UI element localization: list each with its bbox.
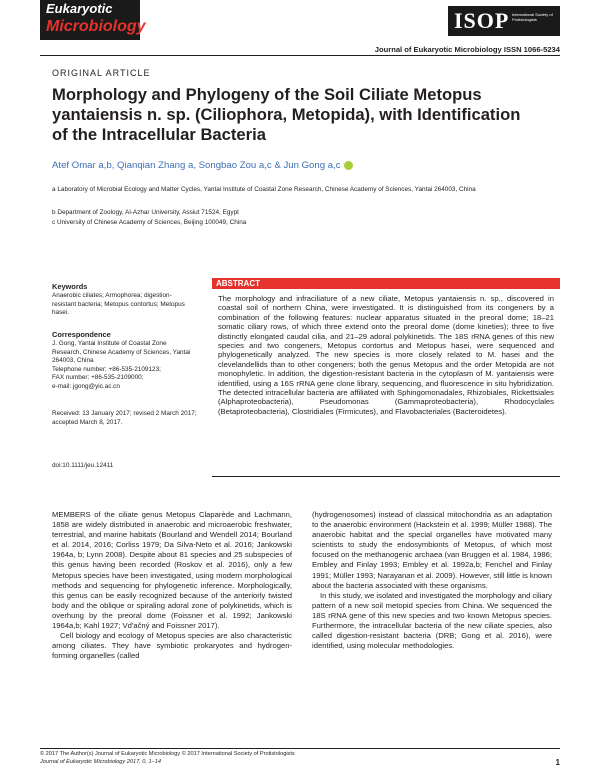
affiliation-c: c University of Chinese Academy of Sciences, Beijing 100049, China: [52, 219, 247, 226]
journal-issn-line: Journal of Eukaryotic Microbiology ISSN 1066-5234: [374, 45, 560, 54]
abstract-text: The morphology and infraciliature of a new ciliate, Metopus yantaiensis n. sp., discovered in coastal soil of northern China, were investigated. It is distinguished from its congeners by a combination of the following features: nuclear apparatus situated in the preoral dome; 18–21 somatic ciliary rows, of which three extend onto the preoral dome (dome kineties); three to five distinctly elongated caudal cilia, and 21–29 adoral polykinetids. The 18S rRNA genes of this new species and two congeners, Metopus contortus and Metopus hasei, were sequenced and phylogenetically analyzed. The new species is more closely related to M. hasei and the clevelandellids than to other congeners; both the genus Metopus and the order Metopida are not monophyletic. In addition, the digestion-resistant bacteria in the cytoplasm of M. yantaiensis were identified, using a 16S rRNA gene clone library, sequencing, and fluorescence in situ hybridization. The detected intracellular bacteria are affiliated with Sphingomonadales, Rhizobiales, Rickettsiales (Alphaproteobacteria), Pseudomonas (Gammaproteobacteria), Rhodocyclales (Betaproteobacteria), Clostridiales (Firmicutes), and Flavobacteriales (Bacteroidetes).: [218, 294, 554, 416]
society-logo-text: ISOP: [454, 8, 510, 33]
citation-line: Journal of Eukaryotic Microbiology 2017, 0, 1–14: [40, 759, 161, 765]
affiliation-a: a Laboratory of Microbial Ecology and Matter Cycles, Yantai Institute of Coastal Zone Research, Chinese Academy of Sciences, Yantai 264003, China: [52, 186, 476, 193]
article-title: Morphology and Phylogeny of the Soil Ciliate Metopus yantaiensis n. sp. (Ciliophora, Metopida), with Identification of the Intracellular Bacteria: [52, 85, 521, 144]
page-number: 1: [555, 758, 560, 767]
article-type: ORIGINAL ARTICLE: [52, 68, 151, 78]
affiliation-b: b Department of Zoology, Al-Azhar University, Assiut 71524, Egypt: [52, 209, 239, 216]
doi-link[interactable]: doi:10.1111/jeu.12411: [52, 462, 114, 469]
body-column-left: [52, 510, 292, 661]
orcid-icon[interactable]: [344, 161, 353, 170]
correspondence-text: J. Gong, Yantai Institute of Coastal Zone Research, Chinese Academy of Sciences, Yantai 264003, China Telephone number: +86-535-2109123; FAX number: +86-535-2109000; e-mail: jgong@yic.ac.cn: [52, 340, 191, 390]
body-paragraph: Cell biology and ecology of Metopus species are also characteristic among ciliates. They have symbiotic prokaryotes and hydrogen-forming organelles (called: [52, 631, 292, 661]
keywords-heading: Keywords: [52, 282, 88, 291]
abstract-header-bar: [212, 278, 560, 289]
body-paragraph: MEMBERS of the ciliate genus Metopus Claparède and Lachmann, 1858 are widely distributed in anaerobic and microaerobic freshwater, terrestrial, and marine habitats (Bourland and Wendell 2014; Bourland et al. 2014, 2016; Corliss 1979; Da Silva-Neto et al. 2016; Jankowski 1964a, b; Lynn 2008). Despite about 81 species and 25 subspecies of this genus having been recorded (Roskov et al. 2016), only a few Metopus species have been investigated, using modern morphological methods and sequencing for phylogenetic inference. Morphologically, this genus can be easily recognized because of the anteriorly twisted body and the oblique or spiraling adoral zone of polykinetids, which is overhung by the preoral dome (Foissner et al. 1992; Jankowski 1964a,b; Kahl 1927; Vd'ačný and Foissner 2017).: [52, 510, 292, 631]
correspondence-heading: Correspondence: [52, 330, 111, 339]
header-divider: [40, 55, 560, 56]
abstract-heading: ABSTRACT: [216, 279, 260, 288]
body-column-right: [312, 510, 552, 651]
logo-top-text: Eukaryotic: [46, 1, 113, 16]
abstract-divider: [212, 476, 560, 477]
author-list: [52, 160, 353, 171]
society-logo: [448, 6, 560, 36]
journal-logo: [40, 0, 146, 40]
author-names: Atef Omar a,b, Qianqian Zhang a, Songbao Zou a,c & Jun Gong a,c: [52, 160, 341, 171]
body-paragraph: (hydrogenosomes) instead of classical mitochondria as an adaptation to the anaerobic environment (Hackstein et al. 1999; Müller 1988). The anaerobic habitat and the special organelles have motivated many scientists to study the endosymbionts of Metopus, of which most focused on the methanogenic archaea (van Bruggen et al. 1984, 1986; Embley and Finlay 1993; Embley et al. 1992a,b; Fenchel and Finlay 1991; Müller 1993; Narayanan et al. 2009). However, still little is known about the bacteria associated with these organisms.: [312, 510, 552, 590]
body-paragraph: In this study, we isolated and investigated the morphology and ciliary pattern of a new soil metopid species from China. We sequenced the 18S rRNA gene of this new species and two known Metopus species. Furthermore, the intracellular bacteria of the new ciliate species, also called digestion-resistant bacteria (DRB; Gong et al. 2016), were identified, using molecular methodologies.: [312, 590, 552, 651]
keywords-text: Anaerobic ciliates; Armophorea; digestion-resistant bacteria; Metopus contortus; Metopus hasei.: [52, 292, 185, 317]
society-logo-subtext: International Society of Protistologists: [512, 12, 553, 22]
article-dates: Received: 13 January 2017; revised 2 March 2017; accepted March 8, 2017.: [52, 410, 197, 426]
logo-bottom-text: Microbiology: [46, 18, 146, 35]
footer-divider: [40, 748, 560, 749]
copyright-line: © 2017 The Author(s) Journal of Eukaryotic Microbiology © 2017 International Society of Protistologists: [40, 751, 295, 757]
